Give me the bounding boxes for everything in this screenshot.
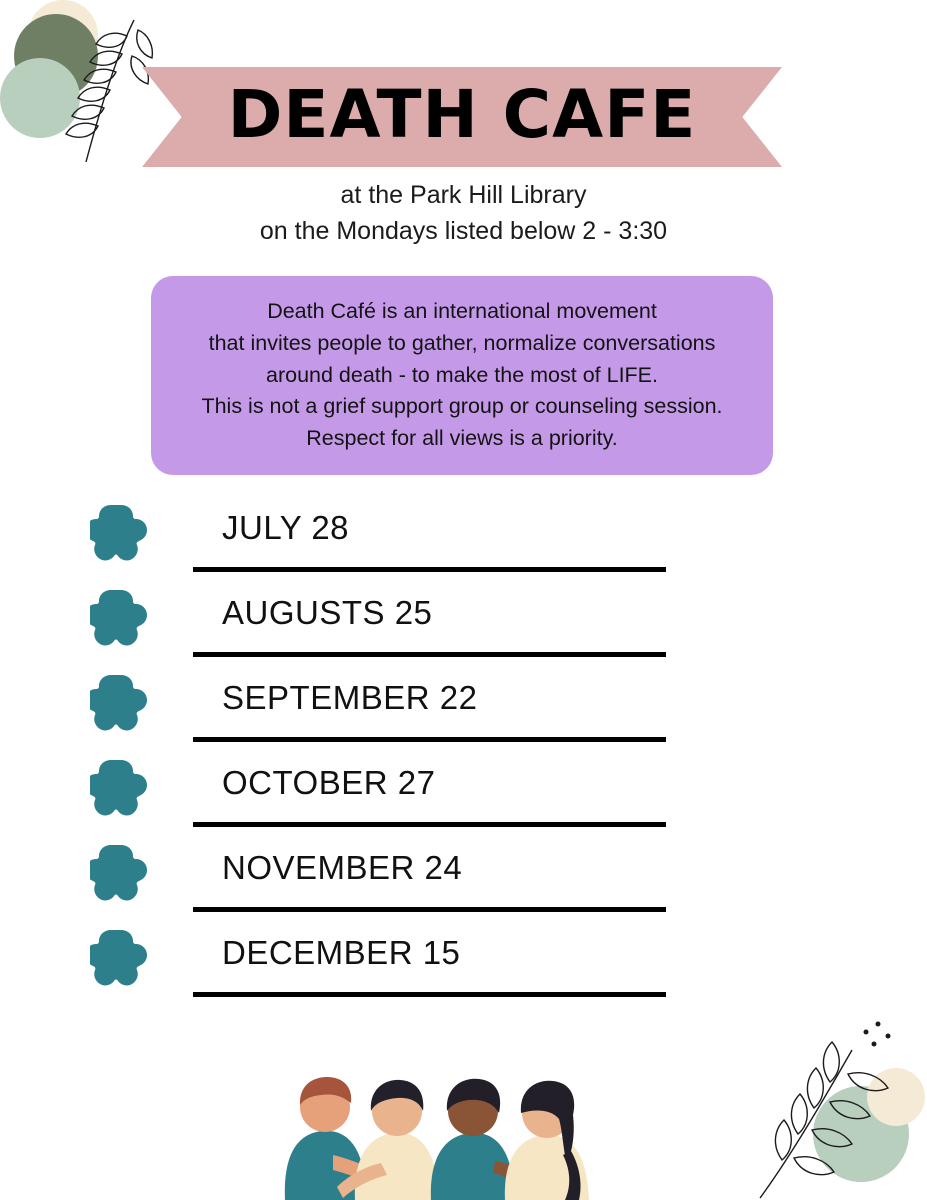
date-label: OCTOBER 27 [222, 764, 436, 801]
date-label: NOVEMBER 24 [222, 849, 463, 886]
flower-bullet-icon [90, 673, 152, 735]
flower-bullet-icon [90, 928, 152, 990]
date-label: SEPTEMBER 22 [222, 679, 478, 716]
date-divider [193, 737, 666, 742]
date-label: JULY 28 [222, 509, 350, 546]
subtitle-line-schedule: on the Mondays listed below 2 - 3:30 [259, 216, 668, 245]
dates-list [90, 497, 690, 1007]
page-title: DEATH CAFE [227, 76, 697, 153]
bottom-right-decoration [742, 1010, 927, 1200]
date-label: AUGUSTS 25 [222, 594, 433, 631]
date-divider [193, 822, 666, 827]
title-banner [142, 67, 782, 167]
description-line-2: that invites people to gather, normalize conversations [208, 330, 716, 355]
date-divider [193, 992, 666, 997]
list-item [90, 667, 690, 752]
date-divider [193, 907, 666, 912]
date-label: DECEMBER 15 [222, 934, 461, 971]
list-item [90, 582, 690, 667]
subtitle-line-location: at the Park Hill Library [340, 181, 587, 209]
flower-bullet-icon [90, 588, 152, 650]
list-item [90, 497, 690, 582]
description-line-4: This is not a grief support group or counseling session. [201, 394, 723, 419]
list-item [90, 837, 690, 922]
description-line-1: Death Café is an international movement [267, 298, 657, 323]
description-line-5: Respect for all views is a priority. [306, 426, 618, 451]
list-item [90, 922, 690, 1007]
date-divider [193, 652, 666, 657]
leaf-branch-icon [742, 1010, 927, 1200]
list-item [90, 752, 690, 837]
description-line-3: around death - to make the most of LIFE. [266, 362, 658, 387]
date-divider [193, 567, 666, 572]
group-of-people-hugging-illustration [263, 1015, 663, 1200]
subtitle-block [0, 178, 927, 249]
description-box [151, 276, 773, 475]
flower-bullet-icon [90, 843, 152, 905]
flower-bullet-icon [90, 503, 152, 565]
flower-bullet-icon [90, 758, 152, 820]
